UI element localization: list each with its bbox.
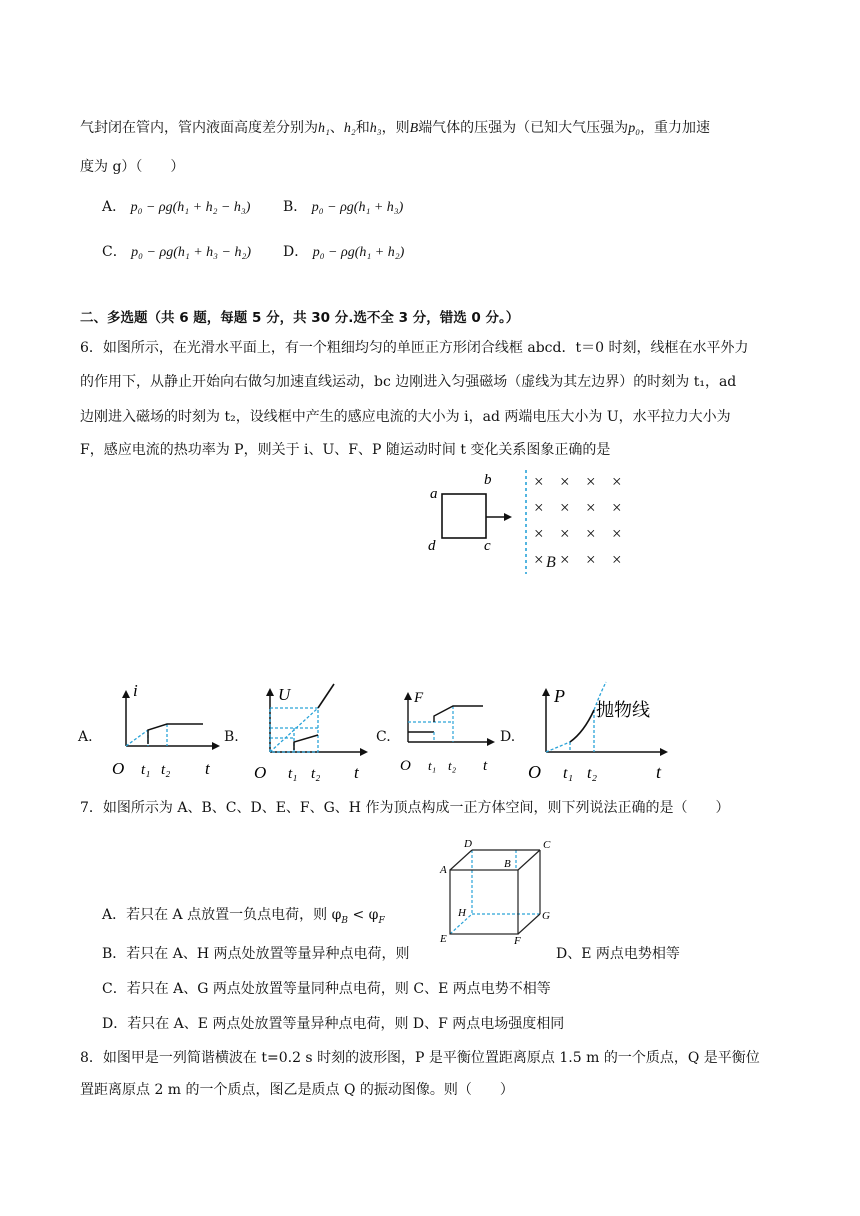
q5-option-c[interactable] (102, 242, 251, 263)
f-curve-after (434, 706, 483, 722)
q5-h1: h₁ (318, 121, 330, 136)
u-curve-upper (318, 684, 334, 708)
q5-text-mid: ，则 (381, 120, 410, 136)
cube-edge-ad (450, 850, 472, 870)
t-axis-label: t (205, 759, 210, 778)
q6-graph-d[interactable] (526, 680, 676, 784)
guide-line (126, 730, 148, 746)
corner-label-a: a (430, 486, 438, 502)
q7-option-d[interactable]: D．若只在 A、E 两点处放置等量异种点电荷，则 D、F 两点电场强度相同 (102, 1016, 565, 1032)
q5-option-b-label: B． (283, 199, 308, 215)
t1-label: t₁ (428, 758, 437, 773)
q7-phi-sub-b: B (341, 915, 348, 926)
q6-stem-line1: 6．如图所示，在光滑水平面上，有一个粗细均匀的单匝正方形闭合线框 abcd．t＝0 时刻，线框在水平外力 (80, 340, 749, 356)
cube-edge-fg (518, 914, 540, 934)
cube-front-face (450, 870, 518, 934)
vertex-label-c: C (543, 839, 551, 851)
field-x: × (586, 498, 596, 517)
q6-graph-a[interactable] (108, 681, 223, 780)
field-b-label: B (546, 554, 556, 571)
t-axis-label: t (354, 763, 359, 782)
velocity-arrowhead (504, 513, 512, 521)
q6-option-d-label[interactable]: D. (500, 729, 516, 745)
t1-label: t₁ (563, 765, 574, 782)
q6-graph-b[interactable] (250, 680, 370, 782)
corner-label-d: d (428, 538, 436, 554)
field-x: × (612, 472, 622, 491)
q5-h3: h₃ (369, 121, 382, 136)
field-x: × (612, 498, 622, 517)
field-x: × (560, 498, 570, 517)
q5-option-a-label: A． (102, 199, 127, 215)
origin-label: O (528, 762, 541, 782)
t1-label: t₁ (141, 762, 151, 778)
t2-label: t₂ (311, 766, 321, 782)
square-frame (442, 494, 486, 538)
q5-option-d-formula: p₀ − ρg(h₁ + h₂) (312, 245, 405, 260)
q5-option-c-label: C． (102, 244, 127, 260)
i-curve (148, 724, 203, 744)
field-x: × (560, 472, 570, 491)
q7-option-b-text: B．若只在 A、H 两点处放置等量异种点电荷，则 (102, 946, 410, 962)
q5-text: 气封闭在管内，管内液面高度差分别为 (80, 120, 318, 136)
q5-stem-line1 (80, 118, 710, 139)
y-axis-label-f: F (414, 690, 424, 706)
vertex-label-e: E (440, 933, 447, 945)
t2-label: t₂ (161, 762, 171, 778)
vertex-label-b: B (504, 858, 511, 870)
vertex-label-g: G (542, 910, 550, 922)
q7-option-a-compare: < φ (348, 907, 379, 923)
q5-option-b[interactable] (283, 197, 403, 218)
parabola-label: 抛物线 (596, 700, 650, 720)
q6-stem-line2: 的作用下，从静止开始向右做匀加速直线运动，bc 边刚进入匀强磁场（虚线为其左边界）的时刻为 t₁，ad (80, 374, 737, 390)
q5-option-d[interactable] (283, 242, 404, 263)
t-axis-label: t (656, 762, 662, 782)
q7-option-c[interactable]: C．若只在 A、G 两点处放置等量同种点电荷，则 C、E 两点电势不相等 (102, 981, 551, 997)
q6-stem-line3: 边刚进入磁场的时刻为 t₂，设线框中产生的感应电流的大小为 i，ad 两端电压大小为 U，水平拉力大小为 (80, 409, 731, 425)
q6-option-c-label[interactable]: C. (376, 729, 391, 745)
y-axis-label-u: U (278, 685, 291, 704)
origin-label: O (254, 763, 267, 782)
field-x: × (560, 524, 570, 543)
vertex-label-d: D (464, 838, 472, 850)
q6-graph-c[interactable] (398, 686, 498, 776)
t1-label: t₁ (288, 766, 298, 782)
p-axis-arrow (542, 688, 550, 696)
vertex-label-f: F (514, 935, 521, 947)
q5-option-b-formula: p₀ − ρg(h₁ + h₃) (311, 200, 404, 215)
q7-option-a-text: A．若只在 A 点放置一负点电荷，则 φ (102, 907, 342, 923)
q6-stem-line4: F，感应电流的热功率为 P，则关于 i、U、F、P 随运动时间 t 变化关系图象正确的是 (80, 442, 611, 458)
t-axis-arrow (212, 742, 220, 750)
y-axis-label-i: i (133, 681, 138, 700)
corner-label-c: c (484, 538, 491, 554)
q7-option-b-tail[interactable]: D、E 两点电势相等 (556, 946, 680, 962)
q7-phi-sub-f: F (378, 915, 385, 926)
field-x: × (612, 524, 622, 543)
t-axis-label: t (483, 758, 488, 774)
t2-label: t₂ (587, 765, 598, 782)
origin-label: O (112, 759, 125, 778)
field-x: × (612, 550, 622, 569)
f-axis-arrow (404, 692, 412, 700)
t2-label: t₂ (448, 758, 457, 773)
t-axis-arrow (360, 748, 368, 756)
vertex-label-h: H (458, 907, 466, 919)
q5-option-a-formula: p₀ − ρg(h₁ + h₂ − h₃) (130, 200, 251, 215)
field-x: × (534, 550, 544, 569)
q5-stem-line2: 度为 g）（ ） (80, 159, 185, 175)
i-axis-arrow (122, 690, 130, 698)
u-curve-lower (294, 735, 318, 750)
q7-option-a[interactable] (102, 905, 385, 931)
q8-stem-line1: 8．如图甲是一列简谐横波在 t=0.2 s 时刻的波形图，P 是平衡位置距离原点 1.5 m 的一个质点，Q 是平衡位 (80, 1050, 760, 1066)
q6-option-a-label[interactable]: A. (78, 729, 93, 745)
u-axis-arrow (266, 688, 274, 696)
q5-option-a[interactable] (102, 197, 250, 218)
field-x: × (534, 498, 544, 517)
corner-label-b: b (484, 472, 492, 488)
field-x: × (586, 472, 596, 491)
q7-stem: 7．如图所示为 A、B、C、D、E、F、G、H 作为顶点构成一正方体空间，则下列说法正确的是（ ） (80, 800, 730, 816)
q6-option-b-label[interactable]: B. (224, 729, 239, 745)
q5-b: B (409, 121, 419, 136)
q5-option-c-formula: p₀ − ρg(h₁ + h₃ − h₂) (131, 245, 252, 260)
q5-text-post: 端气体的压强为（已知大气压强为 (418, 120, 629, 136)
field-x: × (560, 550, 570, 569)
cube-edge-bc (518, 850, 540, 870)
q5-text-end: ，重力加速 (640, 120, 711, 136)
field-x: × (586, 524, 596, 543)
p-curve (570, 710, 594, 742)
q7-option-b[interactable] (102, 944, 410, 964)
q5-and: 和 (355, 120, 370, 136)
q8-stem-line2: 置距离原点 2 m 的一个质点，图乙是质点 Q 的振动图像。则（ ） (80, 1082, 514, 1098)
q5-h2: h₂ (343, 121, 356, 136)
t-axis-arrow (660, 748, 668, 756)
q7-cube-figure (436, 838, 556, 946)
origin-label: O (400, 758, 411, 774)
vertex-label-a: A (440, 864, 447, 876)
q6-frame-and-field-figure (420, 470, 640, 580)
t-axis-arrow (487, 738, 495, 746)
q5-p0: p₀ (628, 121, 641, 136)
q5-option-d-label: D． (283, 244, 309, 260)
field-x: × (534, 524, 544, 543)
field-x: × (534, 472, 544, 491)
section-heading-multiple-choice: 二、多选题（共 6 题，每题 5 分，共 30 分.选不全 3 分，错选 0 分。） (80, 310, 520, 326)
magnetic-field-marks (534, 472, 622, 571)
guide-line (546, 742, 570, 752)
q5-sep: 、 (329, 120, 344, 136)
y-axis-label-p: P (554, 686, 565, 706)
field-x: × (586, 550, 596, 569)
